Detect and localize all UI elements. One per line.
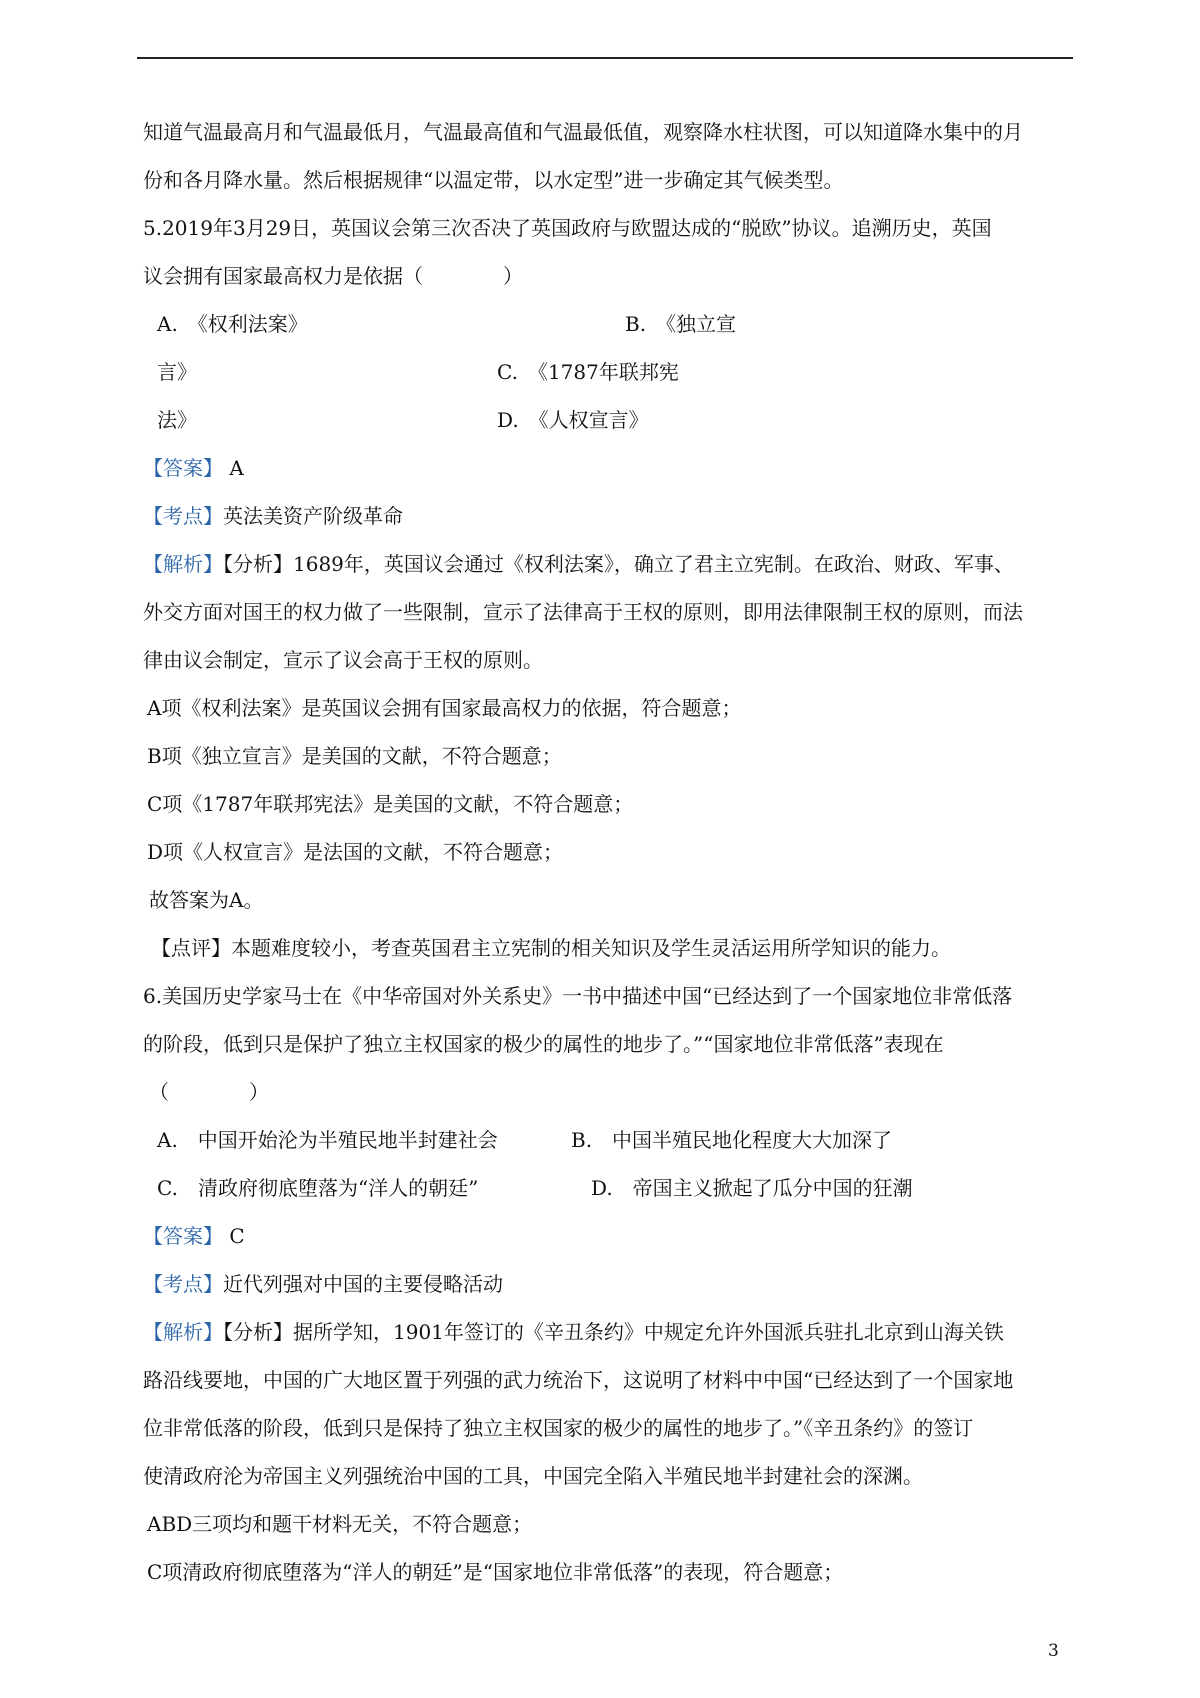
- analysis-text: 1689年，英国议会通过《权利法案》，确立了君主立宪制。在政治、财政、军事、: [293, 552, 1014, 576]
- question-6-stem: 6.美国历史学家马士在《中华帝国对外关系史》一书中描述中国“已经达到了一个国家地位非常低落: [143, 984, 1013, 1008]
- q5-option-a: A. 《权利法案》: [157, 312, 308, 336]
- q6-option-a: A. 中国开始沦为半殖民地半封建社会: [157, 1128, 498, 1152]
- text-line: B项《独立宣言》是美国的文献，不符合题意；: [147, 744, 562, 768]
- point-value: 英法美资产阶级革命: [223, 504, 403, 528]
- text-line: 外交方面对国王的权力做了一些限制，宣示了法律高于王权的原则，即用法律限制王权的原则，而法: [143, 600, 1023, 624]
- text-line: ABD三项均和题干材料无关，不符合题意；: [147, 1512, 533, 1536]
- analysis-text: 据所学知，1901年签订的《辛丑条约》中规定允许外国派兵驻扎北京到山海关铁: [293, 1320, 1004, 1344]
- q5-option-d: D. 《人权宣言》: [497, 408, 649, 432]
- q6-analysis: [143, 1318, 1004, 1346]
- analysis-tag: 【解析】: [143, 1320, 223, 1344]
- text-line: 故答案为A。: [149, 888, 264, 912]
- text-line: D项《人权宣言》是法国的文献，不符合题意；: [147, 840, 564, 864]
- page-number: 3: [1048, 1641, 1059, 1661]
- point-tag: 【考点】: [143, 1272, 223, 1296]
- analysis-sub-tag: 【分析】: [223, 1320, 293, 1344]
- text-line: C项清政府彻底堕落为“洋人的朝廷”是“国家地位非常低落”的表现，符合题意；: [147, 1560, 844, 1584]
- q5-point: [143, 502, 403, 530]
- q6-option-c: C. 清政府彻底堕落为“洋人的朝廷”: [157, 1176, 479, 1200]
- q6-option-b: B. 中国半殖民地化程度大大加深了: [571, 1128, 893, 1152]
- q6-option-d: D. 帝国主义掀起了瓜分中国的狂潮: [591, 1176, 913, 1200]
- q5-analysis: [143, 550, 1014, 578]
- text-line: 知道气温最高月和气温最低月，气温最高值和气温最低值，观察降水柱状图，可以知道降水集中的月: [143, 120, 1023, 144]
- analysis-sub-tag: 【分析】: [223, 552, 293, 576]
- question-6-stem: （ ）: [149, 1080, 269, 1104]
- analysis-tag: 【解析】: [143, 552, 223, 576]
- comment-line: 【点评】本题难度较小，考查英国君主立宪制的相关知识及学生灵活运用所学知识的能力。: [151, 936, 951, 960]
- q5-option-c: C. 《1787年联邦宪: [497, 360, 679, 384]
- question-5-stem: 议会拥有国家最高权力是依据（ ）: [143, 264, 523, 288]
- text-line: A项《权利法案》是英国议会拥有国家最高权力的依据，符合题意；: [147, 696, 742, 720]
- q5-option-b: B. 《独立宣: [625, 312, 737, 336]
- answer-tag: 【答案】: [143, 1224, 223, 1248]
- header-rule: [137, 57, 1073, 59]
- text-line: 份和各月降水量。然后根据规律“以温定带，以水定型”进一步确定其气候类型。: [143, 168, 844, 192]
- text-line: 使清政府沦为帝国主义列强统治中国的工具，中国完全陷入半殖民地半封建社会的深渊。: [143, 1464, 923, 1488]
- point-value: 近代列强对中国的主要侵略活动: [223, 1272, 503, 1296]
- text-line: C项《1787年联邦宪法》是美国的文献，不符合题意；: [147, 792, 634, 816]
- text-line: 路沿线要地，中国的广大地区置于列强的武力统治下，这说明了材料中中国“已经达到了一个国家地: [143, 1368, 1014, 1392]
- text-line: 律由议会制定，宣示了议会高于王权的原则。: [143, 648, 543, 672]
- answer-tag: 【答案】: [143, 456, 223, 480]
- text-line: 位非常低落的阶段，低到只是保持了独立主权国家的极少的属性的地步了。”《辛丑条约》的签订: [143, 1416, 974, 1440]
- answer-value: C: [229, 1224, 245, 1248]
- question-5-stem: 5.2019年3月29日，英国议会第三次否决了英国政府与欧盟达成的“脱欧”协议。追溯历史，英国: [143, 216, 992, 240]
- q5-option-c-cont: 法》: [157, 408, 197, 432]
- q6-point: [143, 1270, 503, 1298]
- point-tag: 【考点】: [143, 504, 223, 528]
- q5-answer: [143, 454, 244, 482]
- q5-option-b-cont: 言》: [157, 360, 197, 384]
- answer-value: A: [229, 456, 244, 480]
- question-6-stem: 的阶段，低到只是保护了独立主权国家的极少的属性的地步了。”“国家地位非常低落”表现在: [143, 1032, 944, 1056]
- q6-answer: [143, 1222, 245, 1250]
